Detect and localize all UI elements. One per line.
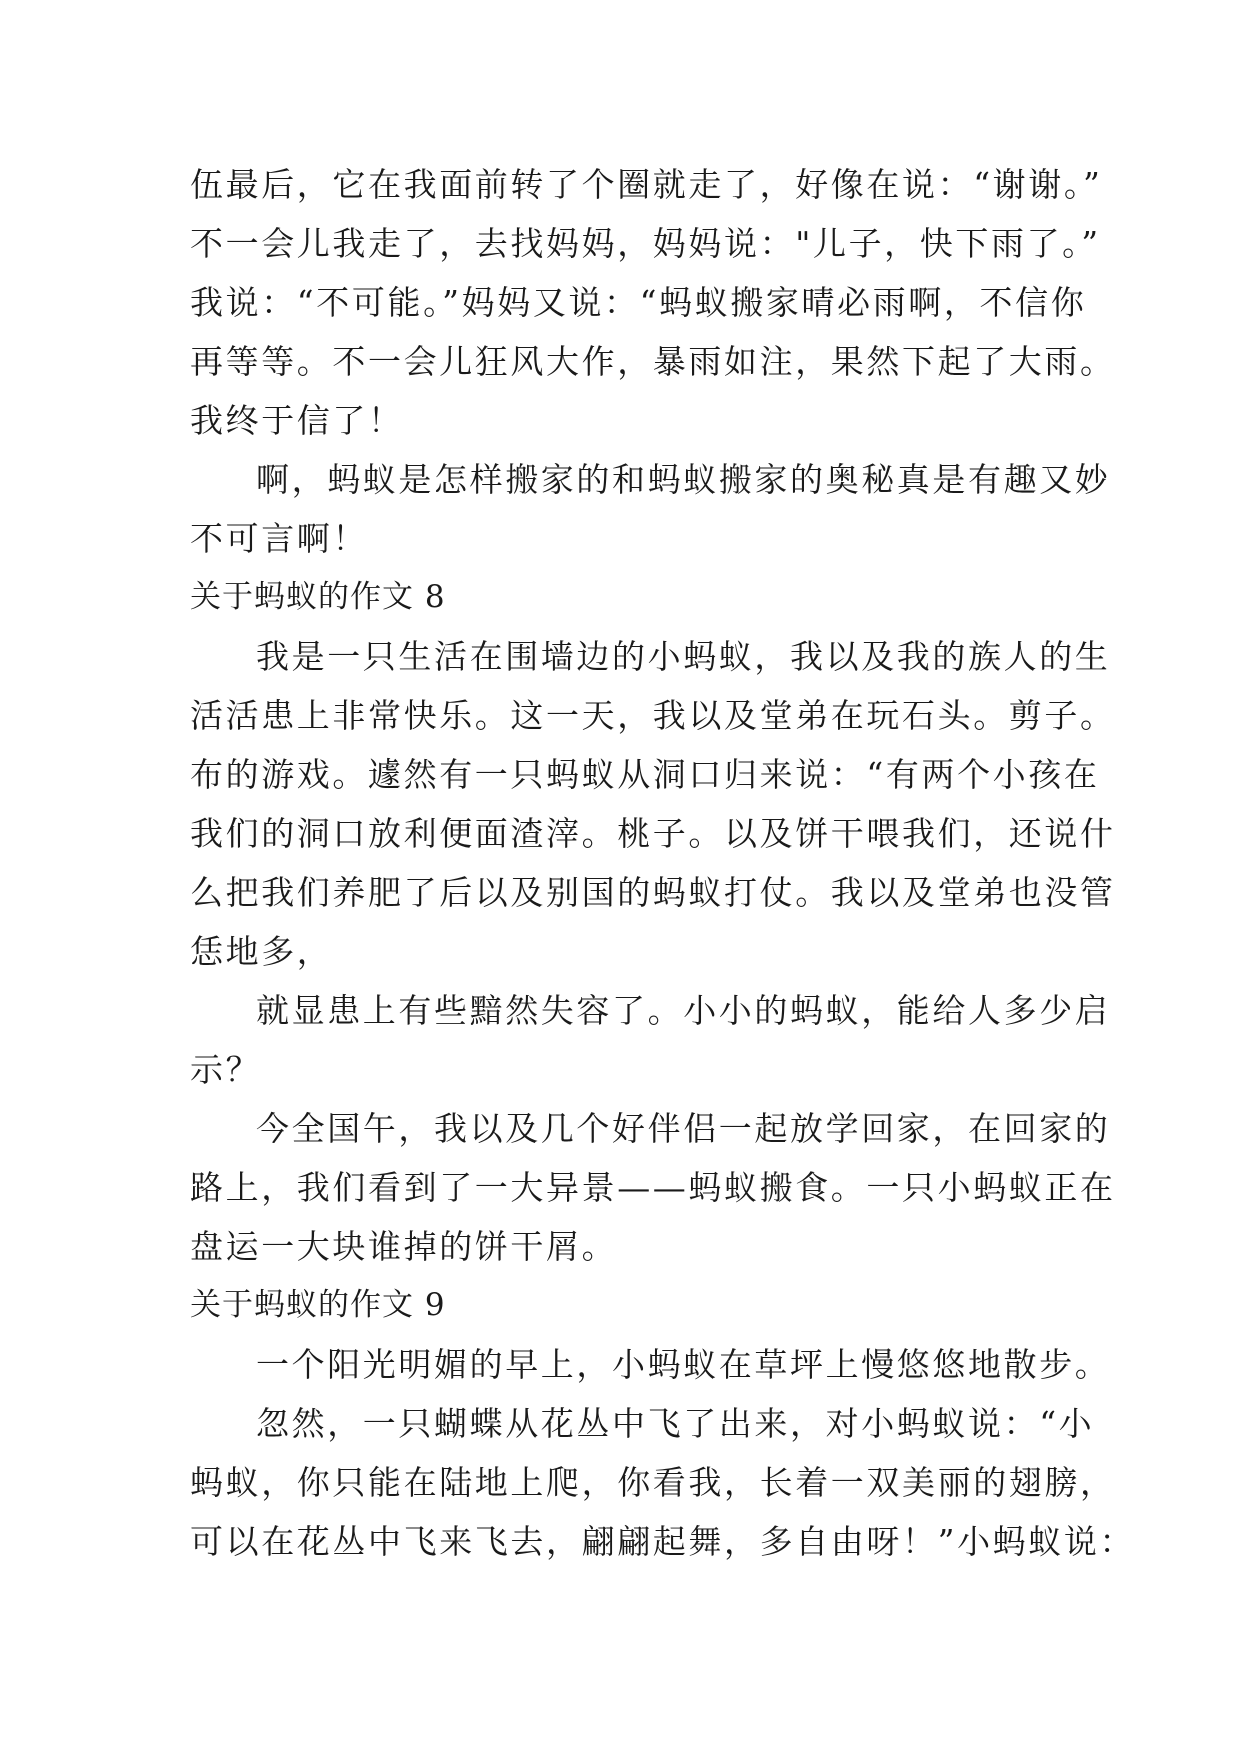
text-line: 再等等。不一会儿狂风大作，暴雨如注，果然下起了大雨。 (190, 342, 1116, 381)
text-line: 我说：“不可能。”妈妈又说：“蚂蚁搬家晴必雨啊，不信你 (190, 283, 1087, 322)
text-line: 可以在花丛中飞来飞去，翩翩起舞，多自由呀！”小蚂蚁说： (190, 1522, 1136, 1561)
paragraph-first-line: 我是一只生活在围墙边的小蚂蚁，我以及我的族人的生 (256, 637, 1111, 676)
text-line: 蚂蚁，你只能在陆地上爬，你看我，长着一双美丽的翅膀， (190, 1463, 1116, 1502)
text-line: 不一会儿我走了，去找妈妈，妈妈说："儿子，快下雨了。” (190, 224, 1101, 263)
text-line: 我终于信了！ (190, 401, 404, 440)
paragraph-first-line: 就显患上有些黯然失容了。小小的蚂蚁，能给人多少启 (256, 991, 1111, 1030)
text-line: 不可言啊！ (190, 519, 368, 558)
paragraph-first-line: 啊，蚂蚁是怎样搬家的和蚂蚁搬家的奥秘真是有趣又妙 (256, 460, 1111, 499)
text-line: 我们的洞口放利便面渣滓。桃子。以及饼干喂我们，还说什 (190, 814, 1116, 853)
document-body (190, 155, 1136, 1571)
text-line: 活活患上非常快乐。这一天，我以及堂弟在玩石头。剪子。 (190, 696, 1116, 735)
section-heading: 关于蚂蚁的作文 8 (190, 579, 446, 615)
section-heading: 关于蚂蚁的作文 9 (190, 1287, 446, 1323)
paragraph-first-line: 忽然，一只蝴蝶从花丛中飞了出来，对小蚂蚁说：“小 (256, 1404, 1095, 1443)
text-line: 盘运一大块谁掉的饼干屑。 (190, 1227, 618, 1266)
text-line: 恁地多， (190, 932, 333, 971)
text-line: 路上，我们看到了一大异景——蚂蚁搬食。一只小蚂蚁正在 (190, 1168, 1116, 1207)
text-line: 布的游戏。遽然有一只蚂蚁从洞口归来说：“有两个小孩在 (190, 755, 1100, 794)
text-line: 么把我们养肥了后以及别国的蚂蚁打仗。我以及堂弟也没管 (190, 873, 1116, 912)
text-line: 伍最后，它在我面前转了个圈就走了，好像在说：“谢谢。” (190, 165, 1103, 204)
paragraph-first-line: 一个阳光明媚的早上，小蚂蚁在草坪上慢悠悠地散步。 (256, 1345, 1111, 1384)
paragraph-first-line: 今全国午，我以及几个好伴侣一起放学回家，在回家的 (256, 1109, 1111, 1148)
text-line: 示？ (190, 1050, 262, 1089)
